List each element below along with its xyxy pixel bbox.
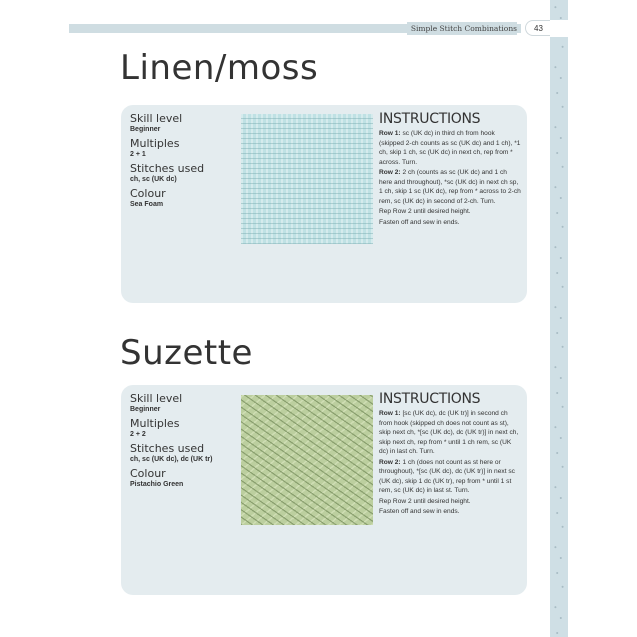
pattern-meta [130, 109, 240, 209]
running-header-band [69, 24, 521, 33]
stitches-used-label: Stitches used [130, 162, 205, 175]
instruction-finish: Fasten off and sew in ends. [379, 508, 460, 515]
instruction-row-2 [379, 168, 521, 206]
chapter-title: Simple Stitch Combinations [407, 22, 517, 35]
pattern-panel-suzette [121, 385, 527, 595]
colour-label: Colour [130, 187, 166, 200]
instruction-row-1 [379, 409, 521, 457]
stitches-used-value: ch, sc (UK dc), dc (UK tr) [130, 456, 213, 463]
instruction-finish: Fasten off and sew in ends. [379, 218, 460, 226]
skill-level-value: Beginner [130, 126, 161, 133]
pattern-title: Linen/moss [120, 48, 319, 88]
skill-level-label: Skill level [130, 112, 183, 125]
instructions [379, 391, 521, 518]
colour-value: Sea Foam [130, 201, 164, 208]
row-text: [sc (UK dc), dc (UK tr)] in second ch from hook (skipped ch does not count as st), skip next ch, *[sc (UK dc), dc (UK tr)] in next ch, skip next ch, rep from * until 1 ch rem, sc (UK dc) in last ch. Turn. [379, 410, 519, 455]
page-number: 43 [525, 20, 551, 36]
multiples-value: 2 + 2 [130, 431, 146, 438]
skill-level-value: Beginner [130, 406, 161, 413]
row-label: Row 1: [379, 410, 401, 417]
multiples-label: Multiples [130, 137, 180, 150]
instructions-title: INSTRUCTIONS [379, 111, 481, 127]
multiples-value: 2 + 1 [130, 151, 146, 158]
row-label: Row 2: [379, 458, 401, 466]
side-strip-gap [550, 20, 568, 37]
instruction-repeat: Rep Row 2 until desired height. [379, 497, 471, 505]
row-text: sc (UK dc) in third ch from hook (skipped 2-ch counts as sc (UK dc) and 1 ch), *1 ch, skip 1 ch, sc (UK dc) in next ch, rep from * across. Turn. [379, 130, 521, 166]
instructions-title: INSTRUCTIONS [379, 391, 481, 407]
stitches-used-value: ch, sc (UK dc) [130, 176, 177, 183]
instruction-row-2 [379, 458, 521, 496]
row-text: 2 ch (counts as sc (UK dc) and 1 ch here and throughout), *sc (UK dc) in next ch sp, 1 ch, skip 1 sc (UK dc), rep from * across to 2-ch rem, sc (UK dc) in second of 2-ch. Turn. [379, 169, 521, 205]
pattern-title: Suzette [120, 333, 253, 373]
pattern-panel-linen-moss [121, 105, 527, 303]
multiples-label: Multiples [130, 417, 180, 430]
colour-value: Pistachio Green [130, 481, 184, 488]
swatch-image-pistachio-green [241, 395, 373, 525]
skill-level-label: Skill level [130, 392, 183, 405]
row-label: Row 2: [379, 169, 401, 176]
colour-label: Colour [130, 467, 166, 480]
pattern-meta [130, 389, 240, 489]
instruction-row-1 [379, 129, 521, 167]
stitches-used-label: Stitches used [130, 442, 205, 455]
row-label: Row 1: [379, 130, 401, 137]
instructions [379, 111, 521, 228]
decorative-side-strip [550, 0, 568, 637]
row-text: 1 ch (does not count as st here or throughout), *[sc (UK dc), dc (UK tr)] in next sc (UK dc), skip 1 dc (UK tr), rep from * until 1 st rem, sc (UK dc) in last st. Turn. [379, 458, 515, 494]
swatch-image-sea-foam [241, 114, 373, 244]
instruction-repeat: Rep Row 2 until desired height. [379, 208, 471, 215]
